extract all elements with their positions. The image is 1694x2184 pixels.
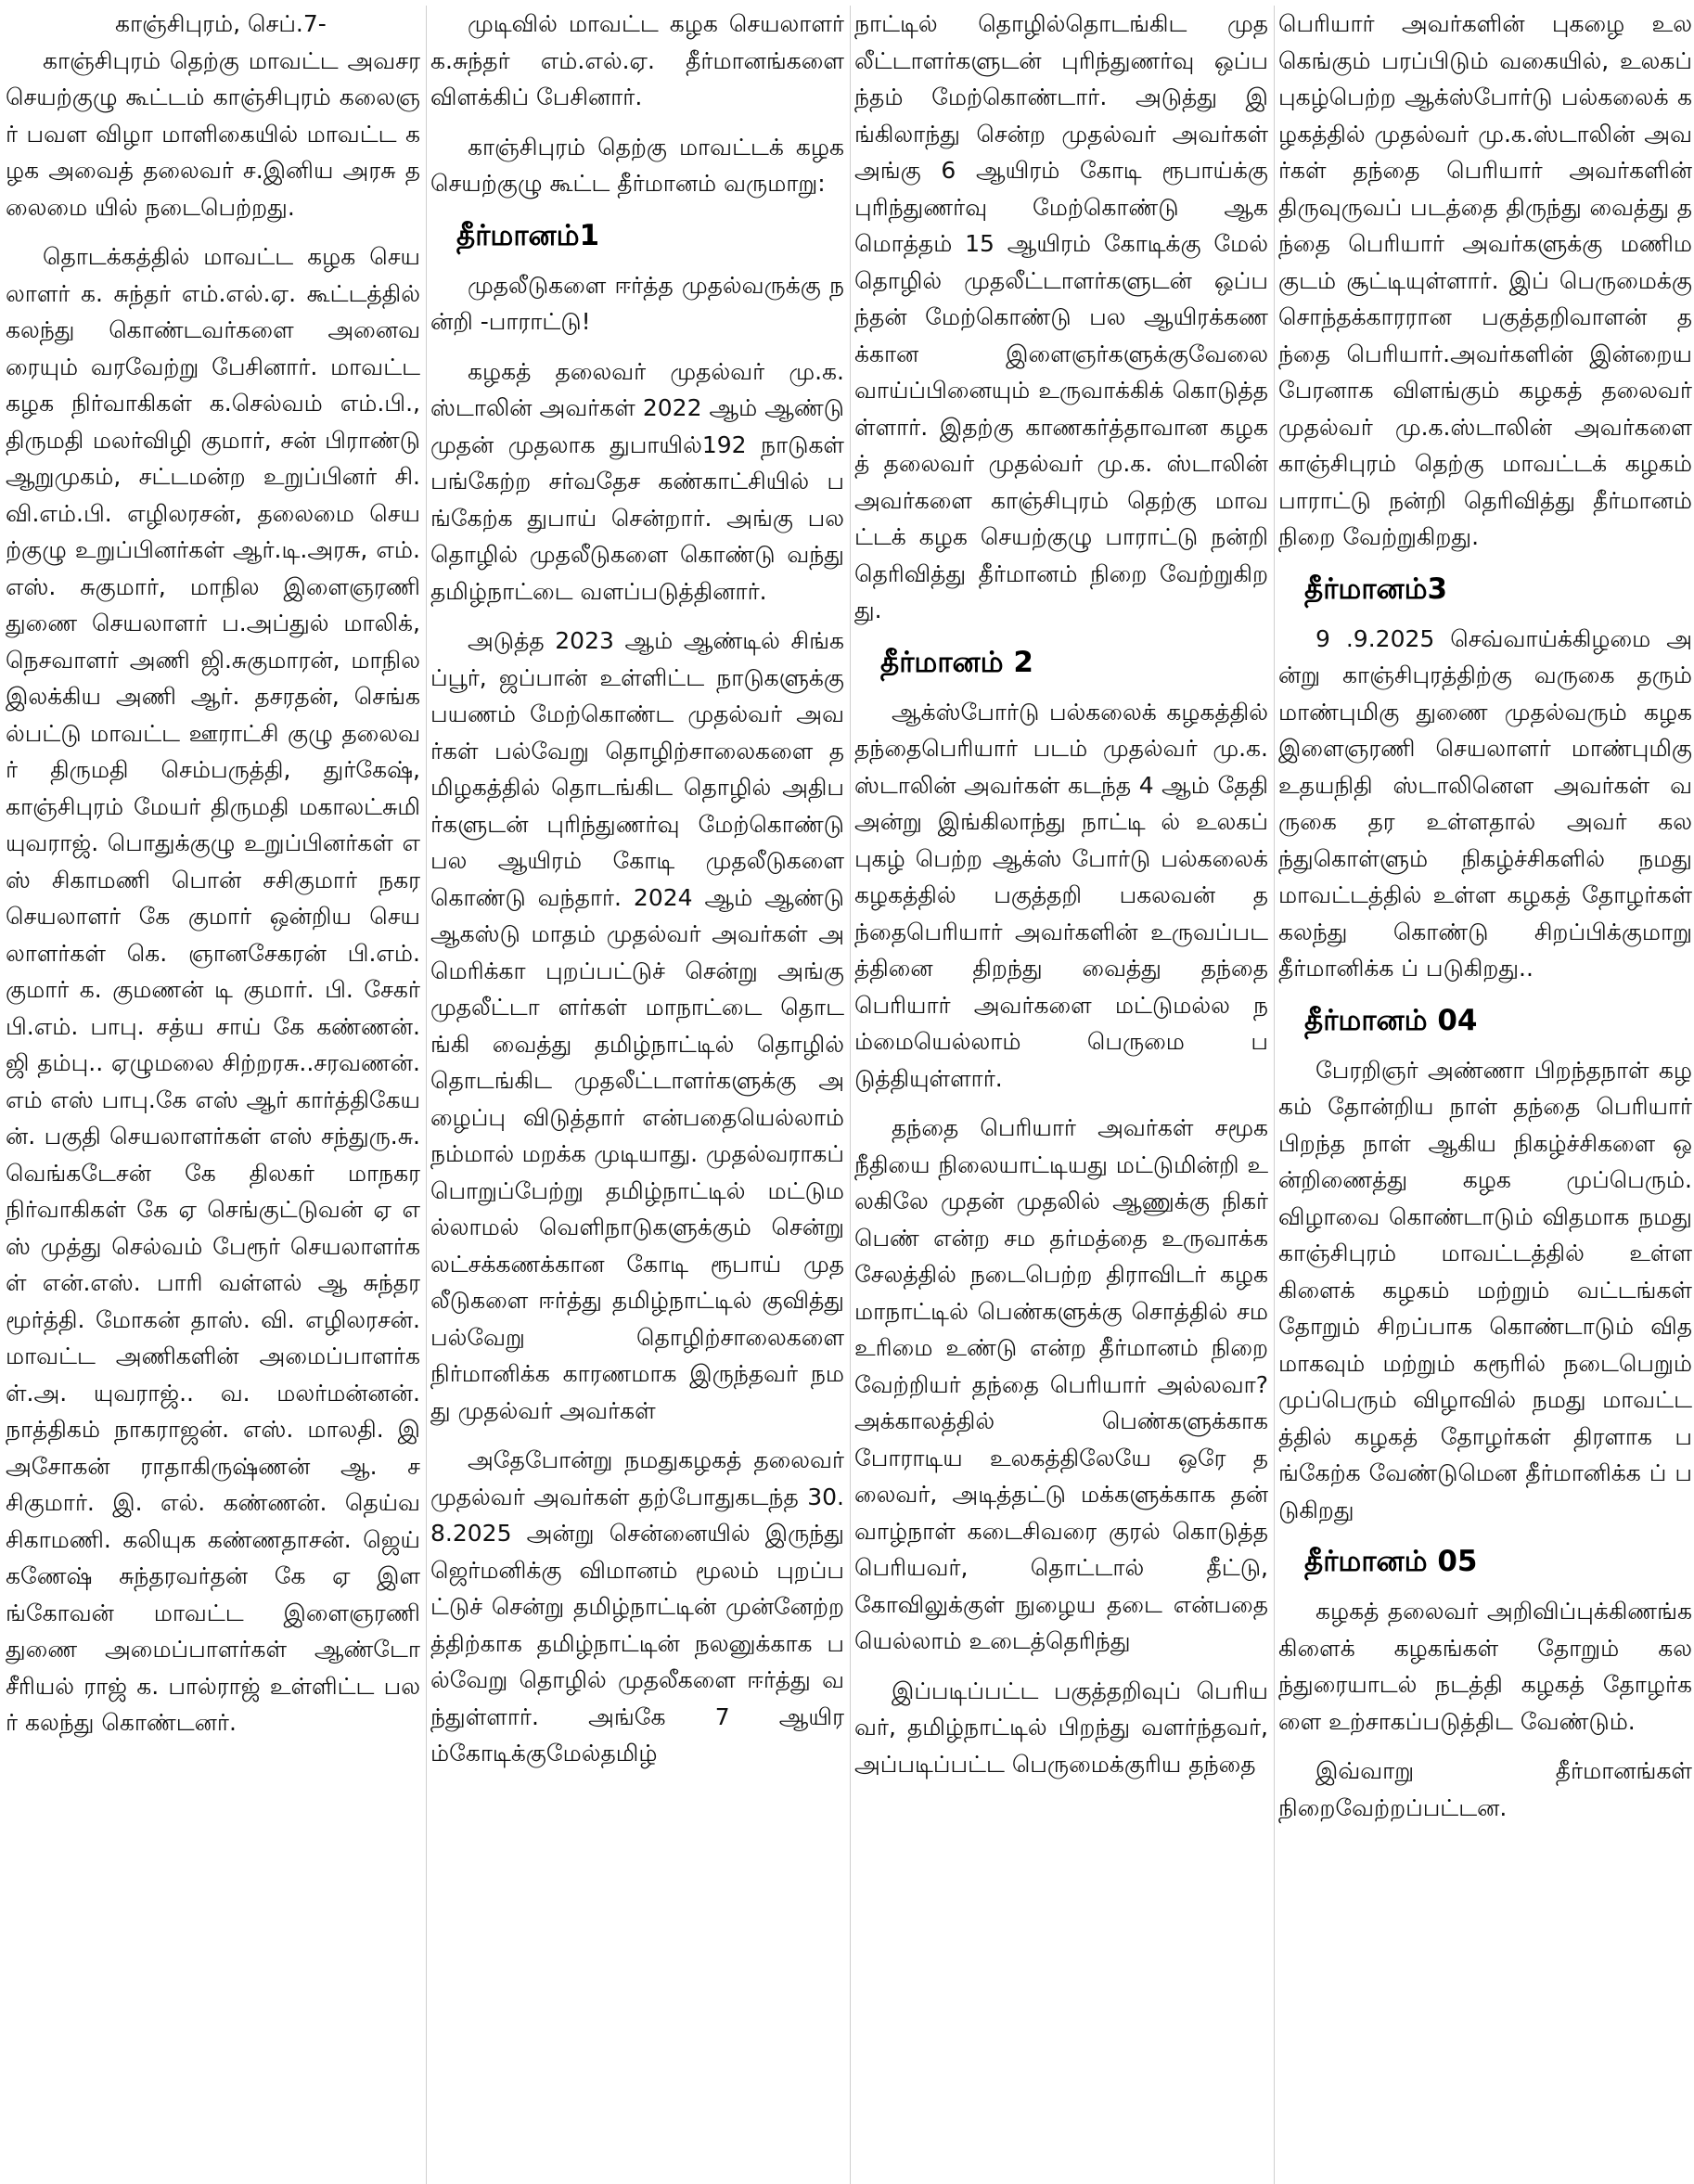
body-paragraph: கழகத் தலைவர் அறிவிப்புக்கிணங்க கிளைக் கழகங்கள் தோறும் கலந்துரையாடல் நடத்தி கழகத் தோழர்களை உற்சாகப்படுத்திட வேண்டும். — [1278, 1598, 1692, 1735]
closing-paragraph: இவ்வாறு தீர்மானங்கள் நிறைவேற்றப்பட்டன. — [1278, 1757, 1692, 1821]
body-paragraph: கழகத் தலைவர் முதல்வர் மு.க.ஸ்டாலின் அவர்கள் 2022 ஆம் ஆண்டு முதன் முதலாக துபாயில்192 நாடுகள் பங்கேற்ற சர்வதேச கண்காட்சியில் பங்கேற்க துபாய் சென்றார். அங்கு பல தொழில் முதலீடுகளை கொண்டு வந்து தமிழ்நாட்டை வளப்படுத்தினார். — [430, 357, 844, 605]
resolution-4-heading: தீர்மானம் 04 — [1304, 1003, 1478, 1037]
body-paragraph: காஞ்சிபுரம் தெற்கு மாவட்டக் கழக செயற்குழு கூட்ட தீர்மானம் வருமாறு: — [430, 133, 844, 197]
body-paragraph: நாட்டில் தொழில்தொடங்கிட முதலீட்டாளர்களுடன் புரிந்துணர்வு ஒப்பந்தம் மேற்கொண்டார். அடுத்து இங்கிலாந்து சென்ற முதல்வர் அவர்கள் அங்கு 6 ஆயிரம் கோடி ரூபாய்க்கு புரிந்துணர்வு மேற்கொண்டு ஆக மொத்தம் 15 ஆயிரம் கோடிக்கு மேல் தொழில் முதலீட்டாளர்களுடன் ஒப்பந்தன் மேற்கொண்டு பல ஆயிரக்கணக்கான இளைஞர்களுக்குவேலை வாய்ப்பினையும் உருவாக்கிக் கொடுத்தள்ளார். இதற்கு காணகர்த்தாவான கழகத் தலைவர் முதல்வர் மு.க. ஸ்டாலின் அவர்களை காஞ்சிபுரம் தெற்கு மாவட்டக் கழக செயற்குழு பாராட்டு நன்றி தெரிவித்து தீர்மானம் நிறை வேற்றுகிறது. — [854, 10, 1268, 623]
body-paragraph: முடிவில் மாவட்ட கழக செயலாளர் க.சுந்தர் எம்.எல்.ஏ. தீர்மானங்களை விளக்கிப் பேசினார். — [430, 10, 844, 110]
body-paragraph: 9 .9.2025 செவ்வாய்க்கிழமை அன்று காஞ்சிபுரத்திற்கு வருகை தரும் மாண்புமிகு துணை முதல்வரும் கழக இளைஞரணி செயலாளர் மாண்புமிகு உதயநிதி ஸ்டாலினெள அவர்கள் வருகை தர உள்ளதால் அவர் கலந்துகொள்ளும் நிகழ்ச்சிகளில் நமது மாவட்டத்தில் உள்ள கழகத் தோழர்கள் கலந்து கொண்டு சிறப்பிக்குமாறு தீர்மானிக்க ப் படுகிறது.. — [1278, 624, 1692, 982]
column-1 — [2, 6, 424, 2184]
resolution-3-heading: தீர்மானம்3 — [1304, 572, 1448, 606]
body-paragraph: பெரியார் அவர்களின் புகழை உலகெங்கும் பரப்பிடும் வகையில், உலகப் புகழ்பெற்ற ஆக்ஸ்போர்டு பல்கலைக் கழகத்தில் முதல்வர் மு.க.ஸ்டாலின் அவர்கள் தந்தை பெரியார் அவர்களின் திருவுருவப் படத்தை திருந்து வைத்து தந்தை பெரியார் அவர்களுக்கு மணிமகுடம் சூட்டியுள்ளார். இப் பெருமைக்கு சொந்தக்காரரான பகுத்தறிவாளன் தந்தை பெரியார்.அவர்களின் இன்றைய பேரனாக விளங்கும் கழகத் தலைவர் முதல்வர் மு.க.ஸ்டாலின் அவர்களை காஞ்சிபுரம் தெற்கு மாவட்டக் கழகம் பாராட்டு நன்றி தெரிவித்து தீர்மானம் நிறை வேற்றுகிறது. — [1278, 10, 1692, 550]
column-2 — [426, 6, 848, 2184]
attendees-paragraph: தொடக்கத்தில் மாவட்ட கழக செயலாளர் க. சுந்தர் எம்.எல்.ஏ. கூட்டத்தில் கலந்து கொண்டவர்களை அனைவரையும் வரவேற்று பேசினார். மாவட்ட கழக நிர்வாகிகள் க.செல்வம் எம்.பி., திருமதி மலர்விழி குமார், சன் பிராண்டு ஆறுமுகம், சட்டமன்ற உறுப்பினர் சி.வி.எம்.பி. எழிலரசன், தலைமை செயற்குழு உறுப்பினர்கள் ஆர்.டி.அரசு, எம்.எஸ். சுகுமார், மாநில இளைஞரணி துணை செயலாளர் ப.அப்துல் மாலிக், நெசவாளர் அணி ஜி.சுகுமாரன், மாநில இலக்கிய அணி ஆர். தசரதன், செங்கல்பட்டு மாவட்ட ஊராட்சி குழு தலைவர் திருமதி செம்பருத்தி, துர்கேஷ், காஞ்சிபுரம் மேயர் திருமதி மகாலட்சுமி யுவராஜ். பொதுக்குழு உறுப்பினர்கள் எஸ் சிகாமணி பொன் சசிகுமார் நகர செயலாளர் கே குமார் ஒன்றிய செயலாளர்கள் கெ. ஞானசேகரன் பி.எம். குமார் க. குமணன் டி குமார். பி. சேகர் பி.எம். பாபு. சத்ய சாய் கே கண்ணன். ஜி தம்பு.. ஏழுமலை சிற்றரசு..சரவணன். எம் எஸ் பாபு.கே எஸ் ஆர் கார்த்திகேயன். பகுதி செயலாளர்கள் எஸ் சந்துரு.சு. வெங்கடேசன் கே திலகர் மாநகர நிர்வாகிகள் கே ஏ செங்குட்டுவன் ஏ எஸ் முத்து செல்வம் பேரூர் செயலாளர்கள் என்.எஸ். பாரி வள்ளல் ஆ சுந்தரமூர்த்தி. மோகன் தாஸ். வி. எழிலரசன். மாவட்ட அணிகளின் அமைப்பாளர்கள்.அ. யுவராஜ்.. வ. மலர்மன்னன்.நாத்திகம் நாகராஜன். எஸ். மாலதி. இ அசோகன் ராதாகிருஷ்ணன் ஆ. சசிகுமார். இ. எல். கண்ணன். தெய்வசிகாமணி. கலியுக கண்ணதாசன். ஜெய் கணேஷ் சுந்தரவர்தன் கே ஏ இளங்கோவன் மாவட்ட இளைஞரணி துணை அமைப்பாளர்கள் ஆண்டோ சீரியல் ராஜ் க. பால்ராஜ் உள்ளிட்ட பலர் கலந்து கொண்டனர். — [6, 243, 420, 1736]
body-paragraph: ஆக்ஸ்போர்டு பல்கலைக் கழகத்தில் தந்தைபெரியார் படம் முதல்வர் மு.க.ஸ்டாலின் அவர்கள் கடந்த 4 ஆம் தேதி அன்று இங்கிலாந்து நாட்டி ல் உலகப் புகழ் பெற்ற ஆக்ஸ் போர்டு பல்கலைக் கழகத்தில் பகுத்தறி பகலவன் தந்தைபெரியார் அவர்களின் உருவப்படத்தினை திறந்து வைத்து தந்தை பெரியார் அவர்களை மட்டுமல்ல நம்மையெல்லாம் பெருமை படுத்தியுள்ளார். — [854, 698, 1268, 1092]
column-3 — [850, 6, 1272, 2184]
body-paragraph: தந்தை பெரியார் அவர்கள் சமூக நீதியை நிலையாட்டியது மட்டுமின்றி உலகிலே முதன் முதலில் ஆணுக்கு நிகர் பெண் என்ற சம தர்மத்தை உருவாக்க சேலத்தில் நடைபெற்ற திராவிடர் கழக மாநாட்டில் பெண்களுக்கு சொத்தில் சம உரிமை உண்டு என்ற தீர்மானம் நிறை வேற்றியர் தந்தை பெரியார் அல்லவா? அக்காலத்தில் பெண்களுக்காக போராடிய உலகத்திலேயே ஒரே தலைவர், அடித்தட்டு மக்களுக்காக தன் வாழ்நாள் கடைசிவரை குரல் கொடுத்த பெரியவர், தொட்டால் தீட்டு, கோவிலுக்குள் நுழைய தடை என்பதை யெல்லாம் உடைத்தெரிந்து — [854, 1114, 1268, 1654]
body-paragraph: அடுத்த 2023 ஆம் ஆண்டில் சிங்கப்பூர், ஜப்பான் உள்ளிட்ட நாடுகளுக்கு பயணம் மேற்கொண்ட முதல்வர் அவர்கள் பல்வேறு தொழிற்சாலைகளை தமிழகத்தில் தொடங்கிட தொழில் அதிபர்களுடன் புரிந்துணர்வு மேற்கொண்டு பல ஆயிரம் கோடி முதலீடுகளை கொண்டு வந்தார். 2024 ஆம் ஆண்டு ஆகஸ்டு மாதம் முதல்வர் அவர்கள் அமெரிக்கா புறப்பட்டுச் சென்று அங்கு முதலீட்டா ளர்கள் மாநாட்டை தொடங்கி வைத்து தமிழ்நாட்டில் தொழில் தொடங்கிட முதலீட்டாளர்களுக்கு அழைப்பு விடுத்தார் என்பதையெல்லாம் நம்மால் மறக்க முடியாது. முதல்வராகப் பொறுப்பேற்று தமிழ்நாட்டில் மட்டுமல்லாமல் வெளிநாடுகளுக்கும் சென்று லட்சக்கணக்கான கோடி ரூபாய் முதலீடுகளை ஈர்த்து தமிழ்நாட்டில் குவித்து பல்வேறு தொழிற்சாலைகளை நிர்மானிக்க காரணமாக இருந்தவர் நமது முதல்வர் அவர்கள் — [430, 627, 844, 1424]
column-4 — [1274, 6, 1694, 2184]
body-paragraph: இப்படிப்பட்ட பகுத்தறிவுப் பெரியவர், தமிழ்நாட்டில் பிறந்து வளர்ந்தவர், அப்படிப்பட்ட பெருமைக்குரிய தந்தை — [854, 1677, 1268, 1778]
resolution-5-heading: தீர்மானம் 05 — [1304, 1545, 1478, 1578]
lead-text: காஞ்சிபுரம் தெற்கு மாவட்ட அவசர செயற்குழு கூட்டம் காஞ்சிபுரம் கலைஞர் பவள விழா மாளிகையில் மாவட்ட கழக அவைத் தலைவர் ச.இனிய அரசு தலைமை யில் நடைபெற்றது. — [6, 46, 420, 221]
resolution-1-heading: தீர்மானம்1 — [456, 218, 600, 252]
lead-paragraph — [6, 6, 420, 225]
dateline: காஞ்சிபுரம், செப்.7- — [115, 10, 327, 37]
body-paragraph: அதேபோன்று நமதுகழகத் தலைவர் முதல்வர் அவர்கள் தற்போதுகடந்த 30.8.2025 அன்று சென்னையில் இருந்து ஜெர்மனிக்கு விமானம் மூலம் புறப்பட்டுச் சென்று தமிழ்நாட்டின் முன்னேற்றத்திற்காக தமிழ்நாட்டின் நலனுக்காக பல்வேறு தொழில் முதலீகளை ஈர்த்து வந்துள்ளார். அங்கே 7 ஆயிரம்கோடிக்குமேல்தமிழ் — [430, 1446, 844, 1766]
resolution-2-heading: தீர்மானம் 2 — [880, 645, 1033, 679]
body-paragraph: முதலீடுகளை ஈர்த்த முதல்வருக்கு நன்றி -பாராட்டு! — [430, 271, 844, 335]
body-paragraph: பேரறிஞர் அண்ணா பிறந்தநாள் கழகம் தோன்றிய நாள் தந்தை பெரியார் பிறந்த நாள் ஆகிய நிகழ்ச்சிகளை ஒன்றிணைத்து கழக முப்பெரும். விழாவை கொண்டாடும் விதமாக நமது காஞ்சிபுரம் மாவட்டத்தில் உள்ள கிளைக் கழகம் மற்றும் வட்டங்கள் தோறும் சிறப்பாக கொண்டாடும் விதமாகவும் மற்றும் கரூரில் நடைபெறும் முப்பெரும் விழாவில் நமது மாவட்டத்தில் கழகத் தோழர்கள் திரளாக பங்கேற்க வேண்டுமென தீர்மானிக்க ப் படுகிறது — [1278, 1056, 1692, 1523]
